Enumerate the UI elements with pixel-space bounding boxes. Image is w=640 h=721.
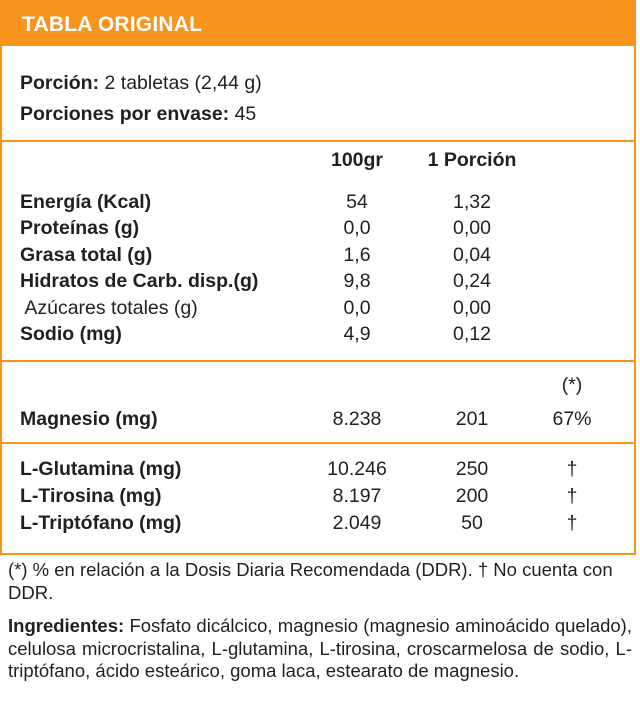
divider xyxy=(2,140,634,142)
divider xyxy=(2,360,634,362)
mineral-portion: 201 xyxy=(455,408,489,430)
nutrient-per100: 0,0 xyxy=(343,217,371,239)
servings-line xyxy=(20,103,256,125)
servings-label: Porciones por envase: xyxy=(20,103,230,125)
nutrient-portion: 0,12 xyxy=(453,323,491,345)
nutrient-portion: 0,00 xyxy=(453,297,491,319)
aminoacid-per100: 8.197 xyxy=(332,485,382,507)
aminoacid-name: L-Triptófano (mg) xyxy=(20,512,182,534)
portion-label: Porción: xyxy=(20,72,100,94)
nutrient-portion: 1,32 xyxy=(453,191,491,213)
divider xyxy=(2,442,634,444)
nutrient-per100: 54 xyxy=(346,191,368,213)
ingredients-text: Fosfato dicálcico, magnesio (magnesio aminoácido quelado), celulosa microcristalina, L-glutamina, L-tirosina, croscarmelosa de sodio, L-triptófano, ácido esteárico, goma laca, estearato de magnesio. xyxy=(8,615,632,681)
ingredients-label: Ingredientes: xyxy=(8,615,125,636)
table-title: TABLA ORIGINAL xyxy=(22,13,203,36)
nutrient-name: Grasa total (g) xyxy=(20,244,153,266)
aminoacid-ddr: † xyxy=(566,458,578,480)
nutrient-name: Proteínas (g) xyxy=(20,217,140,239)
mineral-ddr: 67% xyxy=(552,408,592,430)
portion-value: 2 tabletas (2,44 g) xyxy=(99,72,262,94)
nutrient-per100: 1,6 xyxy=(343,244,371,266)
nutrient-per100: 0,0 xyxy=(343,297,371,319)
nutrient-name: Sodio (mg) xyxy=(20,323,122,345)
nutrient-per100: 9,8 xyxy=(343,270,371,292)
aminoacid-portion: 250 xyxy=(455,458,489,480)
ingredients xyxy=(8,615,632,683)
nutrient-portion: 0,24 xyxy=(453,270,491,292)
col-header-portion: 1 Porción xyxy=(427,149,517,171)
col-header-100gr: 100gr xyxy=(330,149,384,171)
aminoacid-name: L-Glutamina (mg) xyxy=(20,458,182,480)
aminoacid-ddr: † xyxy=(566,485,578,507)
ddr-header: (*) xyxy=(561,374,583,396)
aminoacid-ddr: † xyxy=(566,512,578,534)
mineral-per100: 8.238 xyxy=(332,408,382,430)
footnote: (*) % en relación a la Dosis Diaria Recomendada (DDR). † No cuenta con DDR. xyxy=(8,559,613,603)
nutrient-per100: 4,9 xyxy=(343,323,371,345)
nutrient-name: Azúcares totales (g) xyxy=(20,297,198,319)
portion-line xyxy=(20,72,262,94)
aminoacid-portion: 200 xyxy=(455,485,489,507)
aminoacid-per100: 2.049 xyxy=(332,512,382,534)
aminoacid-per100: 10.246 xyxy=(327,458,387,480)
table-header xyxy=(2,2,634,46)
nutrient-portion: 0,00 xyxy=(453,217,491,239)
servings-value: 45 xyxy=(229,103,257,125)
mineral-name: Magnesio (mg) xyxy=(20,408,158,430)
nutrient-name: Hidratos de Carb. disp.(g) xyxy=(20,270,259,292)
nutrient-name: Energía (Kcal) xyxy=(20,191,152,213)
nutrient-portion: 0,04 xyxy=(453,244,491,266)
aminoacid-portion: 50 xyxy=(461,512,483,534)
aminoacid-name: L-Tirosina (mg) xyxy=(20,485,162,507)
